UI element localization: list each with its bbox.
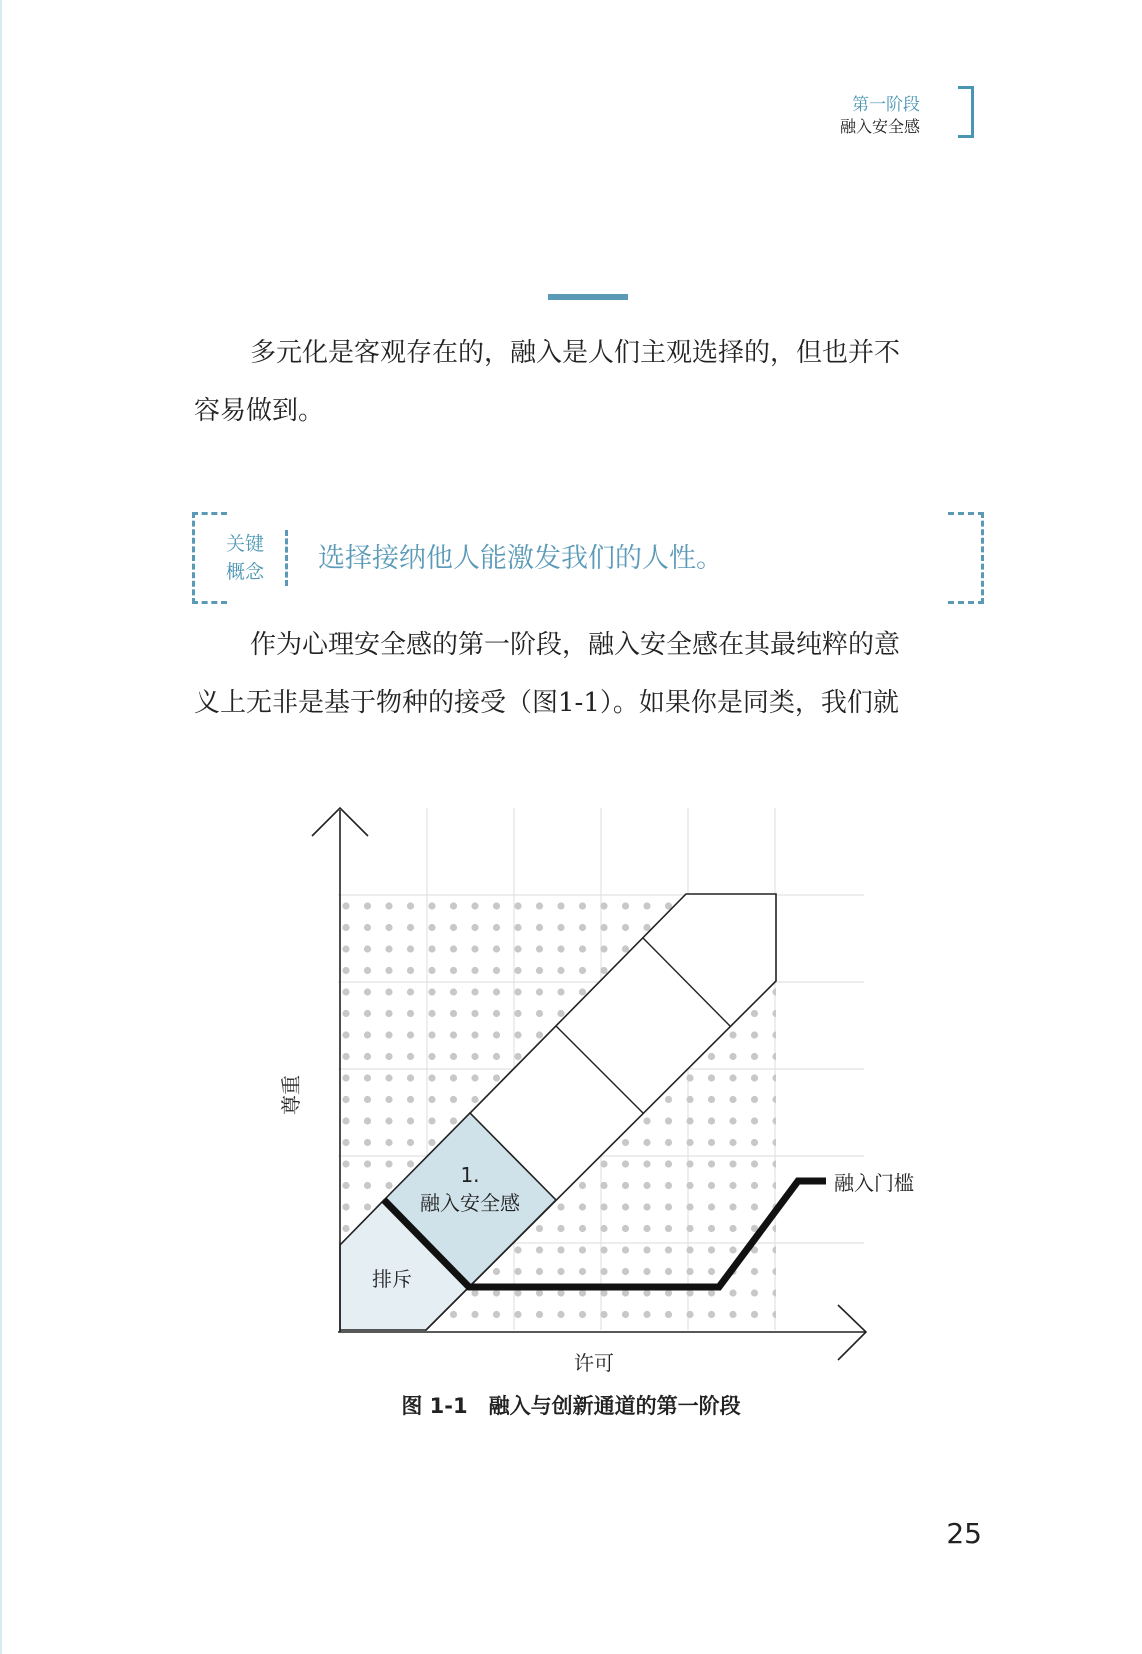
x-axis-label: 许可 <box>574 1351 614 1375</box>
paragraph-line: 容易做到。 <box>194 396 325 426</box>
paragraph-line: 义上无非是基于物种的接受（图1-1）。如果你是同类，我们就 <box>194 688 899 718</box>
key-concept-tag-line: 概念 <box>225 561 264 583</box>
page-number: 25 <box>946 1517 982 1550</box>
threshold-label: 融入门槛 <box>834 1171 914 1195</box>
paragraph-line: 多元化是客观存在的，融入是人们主观选择的，但也并不 <box>250 338 901 368</box>
running-header-stage: 第一阶段 <box>852 95 920 115</box>
key-concept-text: 选择接纳他人能激发我们的人性。 <box>318 543 723 574</box>
y-axis-label: 尊重 <box>279 1075 303 1115</box>
exclusion-label: 排斥 <box>372 1267 412 1291</box>
stage-label-text: 融入安全感 <box>420 1191 520 1215</box>
figure-caption: 图 1-1 融入与创新通道的第一阶段 <box>401 1394 741 1418</box>
stage-label-number: 1. <box>460 1163 480 1187</box>
key-concept-tag-line: 关键 <box>225 533 264 555</box>
paragraph-line: 作为心理安全感的第一阶段，融入安全感在其最纯粹的意 <box>250 630 901 660</box>
running-header-title: 融入安全感 <box>839 117 920 136</box>
